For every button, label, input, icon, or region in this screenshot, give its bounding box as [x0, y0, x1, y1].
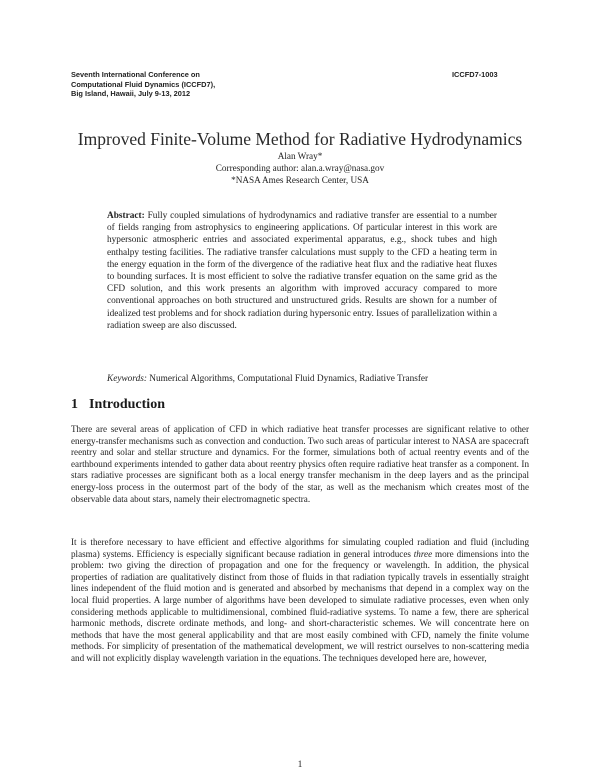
conference-line-3: Big Island, Hawaii, July 9-13, 2012: [71, 89, 191, 99]
abstract-text: Fully coupled simulations of hydrodynamics and radiative transfer are essential to a number of fields ranging from astrophysics to engineering applications. Of particular interest in this work are hypersonic atmospheric entries and associated experimental apparatus, e.g., shock tubes and high enthalpy testing facilities. The radiative transfer calculations must supply to the CFD a heating term in the energy equation in the form of the divergence of the radiative heat flux and the radiative heat fluxes to bounding surfaces. It is most efficient to solve the radiative transfer equation on the same grid as the CFD solution, and this work presents an algorithm with improved accuracy compared to more conventional approaches on both structured and unstructured grids. Results are shown for a number of idealized test problems and for shock radiation during hypersonic entry. Issues of parallelization within a radiation sweep are also discussed.: [107, 211, 498, 331]
intro-paragraph-1: There are several areas of application of CFD in which radiative heat transfer processes are significant relative to other energy-transfer mechanisms such as convection and conduction. Two such areas of particular interest to NASA are spacecraft reentry and solar and stellar structure and dynamics. For the former, simulations both of actual reentry events and of the earthbound experiments intended to gather data about reentry physics often require radiative heat transfer as a component. In stars radiative processes are significant both as a local energy transfer mechanism in the deep layers and as the principal energy-loss process in the outermost part of the body of the star, as well as the mechanism which creates most of the observable data about stars, namely their electromagnetic spectra.: [71, 424, 529, 504]
intro-paragraph-2: [71, 537, 529, 665]
keywords-text: Numerical Algorithms, Computational Fluid Dynamics, Radiative Transfer: [149, 374, 429, 384]
conference-header: [71, 70, 371, 99]
keywords-label: Keywords:: [107, 374, 147, 384]
section-heading: [71, 397, 165, 413]
author-name: Alan Wray*: [277, 151, 323, 161]
corresponding-author: Corresponding author: alan.a.wray@nasa.gov: [215, 163, 385, 173]
paragraph-2-text-start: It is therefore necessary to have efficient and effective algorithms for simulating coupled radiation and fluid (including plasma) systems. Efficiency is especially significant because radiation in general introduces: [71, 537, 529, 559]
abstract-label: Abstract:: [107, 211, 145, 221]
paragraph-2-text-end: more dimensions into the problem: two giving the direction of propagation and one for the frequency or wavelength. In addition, the physical properties of radiation are qualitatively distinct from those of fluids in that radiation typically travels in essentially straight lines independent of the fluid motion and is generated and absorbed by mechanisms that depend in a complex way on the local fluid properties. A large number of algorithms have been developed to simulate radiative processes, even when only considering methods applicable to multidimensional, combined fluid-radiative systems. To name a few, there are spherical harmonic methods, discrete ordinate methods, and long- and short-characteristic schemes. We will concentrate here on methods that have the most general applicability and that are most easily combined with CFD, namely the finite volume methods. For simplicity of presentation of the mathematical development, we will restrict ourselves to non-scattering media and will not explicitly display wavelength variation in the equations. The techniques developed here are, however,: [71, 548, 529, 663]
affiliation: *NASA Ames Research Center, USA: [231, 175, 369, 185]
keywords: [107, 373, 527, 385]
conference-line-2: Computational Fluid Dynamics (ICCFD7),: [71, 79, 216, 89]
page-number: 1: [297, 760, 303, 770]
section-number: 1: [71, 397, 78, 412]
abstract: [107, 210, 497, 332]
paper-title: Improved Finite-Volume Method for Radiative Hydrodynamics: [77, 129, 523, 149]
conference-line-1: Seventh International Conference on: [71, 70, 200, 79]
paper-id: ICCFD7-1003: [452, 70, 498, 79]
section-title: Introduction: [89, 397, 165, 412]
emphasis-three: three: [413, 548, 433, 559]
